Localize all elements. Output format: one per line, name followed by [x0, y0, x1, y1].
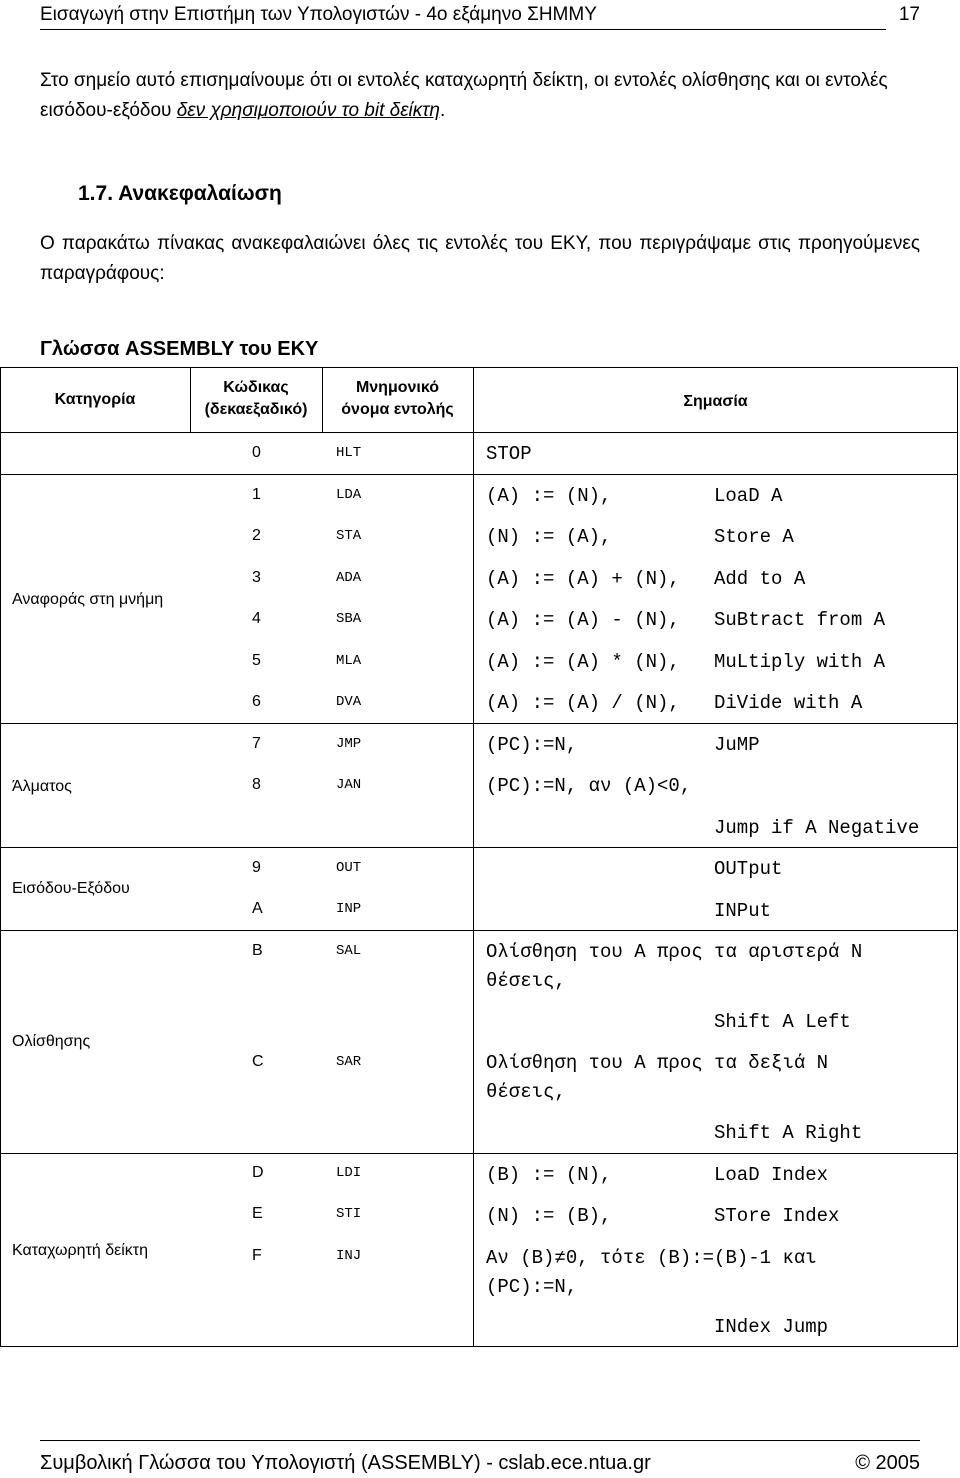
- row-description: Store A: [714, 526, 794, 548]
- row-meaning: (N) := (B),: [486, 1205, 612, 1227]
- row-mnemonic: LDI: [336, 1165, 362, 1181]
- header-category: Κατηγορία: [54, 391, 136, 408]
- row-meaning: Ολίσθηση του Α προς τα δεξιά Ν: [486, 1052, 829, 1074]
- row-meaning: Ολίσθηση του Α προς τα αριστερά Ν: [486, 941, 863, 963]
- row-description: MuLtiply with A: [714, 651, 886, 673]
- row-code: 8: [252, 776, 261, 793]
- row-description: JuMP: [714, 734, 760, 756]
- category-memory: Αναφοράς στη μνήμη: [12, 591, 164, 608]
- row-meaning: (N) := (A),: [486, 526, 612, 548]
- row-mnemonic: HLT: [336, 445, 362, 461]
- row-description: STore Index: [714, 1205, 840, 1227]
- page-footer: [40, 1440, 920, 1474]
- header-code: Κώδικας (δεκαεξαδικό): [204, 379, 308, 418]
- row-meaning: (A) := (N),: [486, 485, 612, 507]
- row-mnemonic: STA: [336, 528, 362, 544]
- row-mnemonic: SBA: [336, 611, 362, 627]
- row-code: C: [252, 1053, 264, 1070]
- page-header: [40, 4, 920, 30]
- row-code: F: [252, 1247, 262, 1264]
- row-code: 5: [252, 652, 261, 669]
- row-code: 7: [252, 735, 261, 752]
- row-description: INPut: [714, 900, 772, 922]
- row-meaning: (B) := (N),: [486, 1164, 612, 1186]
- table-title: Γλώσσα ASSEMBLY του ΕΚΥ: [40, 338, 319, 360]
- intro-end: .: [439, 100, 446, 121]
- row-meaning-cont: θέσεις,: [486, 1081, 566, 1103]
- row-meaning: (PC):=N, αν (A)<0,: [486, 775, 692, 797]
- row-meaning: (A) := (A) * (N),: [486, 651, 680, 673]
- summary-paragraph: Ο παρακάτω πίνακας ανακεφαλαιώνει όλες τις εντολές του ΕΚΥ, που περιγράψαμε στις προηγούμενες παραγράφους:: [40, 233, 920, 284]
- row-mnemonic: SAR: [336, 1054, 362, 1070]
- row-meaning-cont: (PC):=N,: [486, 1276, 578, 1298]
- row-mnemonic: ADA: [336, 570, 362, 586]
- row-mnemonic: JMP: [336, 736, 362, 752]
- row-mnemonic: LDA: [336, 487, 362, 503]
- category-shift: Ολίσθησης: [12, 1033, 91, 1050]
- header-rule: [40, 29, 886, 30]
- row-mnemonic: STI: [336, 1206, 362, 1222]
- row-mnemonic: MLA: [336, 653, 362, 669]
- row-description: Shift A Left: [714, 1011, 851, 1033]
- row-code: B: [252, 942, 263, 959]
- row-description: LoaD A: [714, 485, 783, 507]
- intro-text: Στο σημείο αυτό επισημαίνουμε ότι οι εντολές καταχωρητή δείκτη, οι εντολές ολίσθησης και οι εντολές εισόδου-εξόδου: [40, 70, 888, 121]
- row-code: E: [252, 1205, 263, 1222]
- row-code: 3: [252, 569, 261, 586]
- intro-paragraph: [40, 66, 920, 126]
- footer-copyright: © 2005: [855, 1452, 920, 1474]
- category-jump: Άλματος: [12, 778, 72, 795]
- row-meaning: (PC):=N,: [486, 734, 578, 756]
- header-title: Εισαγωγή στην Επιστήμη των Υπολογιστών - 4ο εξάμηνο ΣΗΜΜΥ: [40, 4, 597, 25]
- row-meaning: (A) := (A) - (N),: [486, 609, 680, 631]
- row-code: D: [252, 1164, 264, 1181]
- row-description: OUTput: [714, 858, 783, 880]
- row-mnemonic: INP: [336, 901, 362, 917]
- row-code: 1: [252, 486, 261, 503]
- row-description: Add to A: [714, 568, 806, 590]
- category-index: Καταχωρητή δείκτη: [12, 1242, 149, 1259]
- row-mnemonic: INJ: [336, 1248, 362, 1264]
- instruction-table: [0, 367, 960, 1347]
- row-description: INdex Jump: [714, 1316, 829, 1338]
- page-number: 17: [898, 4, 920, 25]
- row-mnemonic: DVA: [336, 694, 362, 710]
- row-mnemonic: SAL: [336, 943, 362, 959]
- row-description: Shift A Right: [714, 1122, 863, 1144]
- header-mnemonic: Μνημονικό όνομα εντολής: [341, 379, 454, 418]
- row-code: 2: [252, 527, 261, 544]
- row-description: LoaD Index: [714, 1164, 829, 1186]
- row-mnemonic: JAN: [336, 777, 362, 793]
- row-meaning-cont: θέσεις,: [486, 970, 566, 992]
- footer-rule: [40, 1440, 920, 1441]
- row-description: DiVide with A: [714, 692, 863, 714]
- intro-emphasis: δεν χρησιμοποιούν το bit δείκτη: [176, 100, 440, 121]
- row-description: Jump if A Negative: [714, 817, 920, 839]
- row-meaning: STOP: [486, 443, 532, 465]
- category-io: Εισόδου-Εξόδου: [12, 880, 130, 897]
- header-meaning: Σημασία: [683, 393, 748, 410]
- row-code: 4: [252, 610, 261, 627]
- row-code: 6: [252, 693, 261, 710]
- row-mnemonic: OUT: [336, 860, 362, 876]
- row-code: 9: [252, 859, 261, 876]
- row-meaning: Αν (B)≠0, τότε (B):=(B)-1 και: [486, 1247, 817, 1269]
- row-description: SuBtract from A: [714, 609, 886, 631]
- section-title: 1.7. Ανακεφαλαίωση: [78, 182, 282, 205]
- row-code: A: [252, 900, 263, 917]
- footer-title: Συμβολική Γλώσσα του Υπολογιστή (ASSEMBLY) - cslab.ece.ntua.gr: [40, 1452, 651, 1474]
- row-meaning: (A) := (A) / (N),: [486, 692, 680, 714]
- row-meaning: (A) := (A) + (N),: [486, 568, 680, 590]
- row-code: 0: [252, 444, 261, 461]
